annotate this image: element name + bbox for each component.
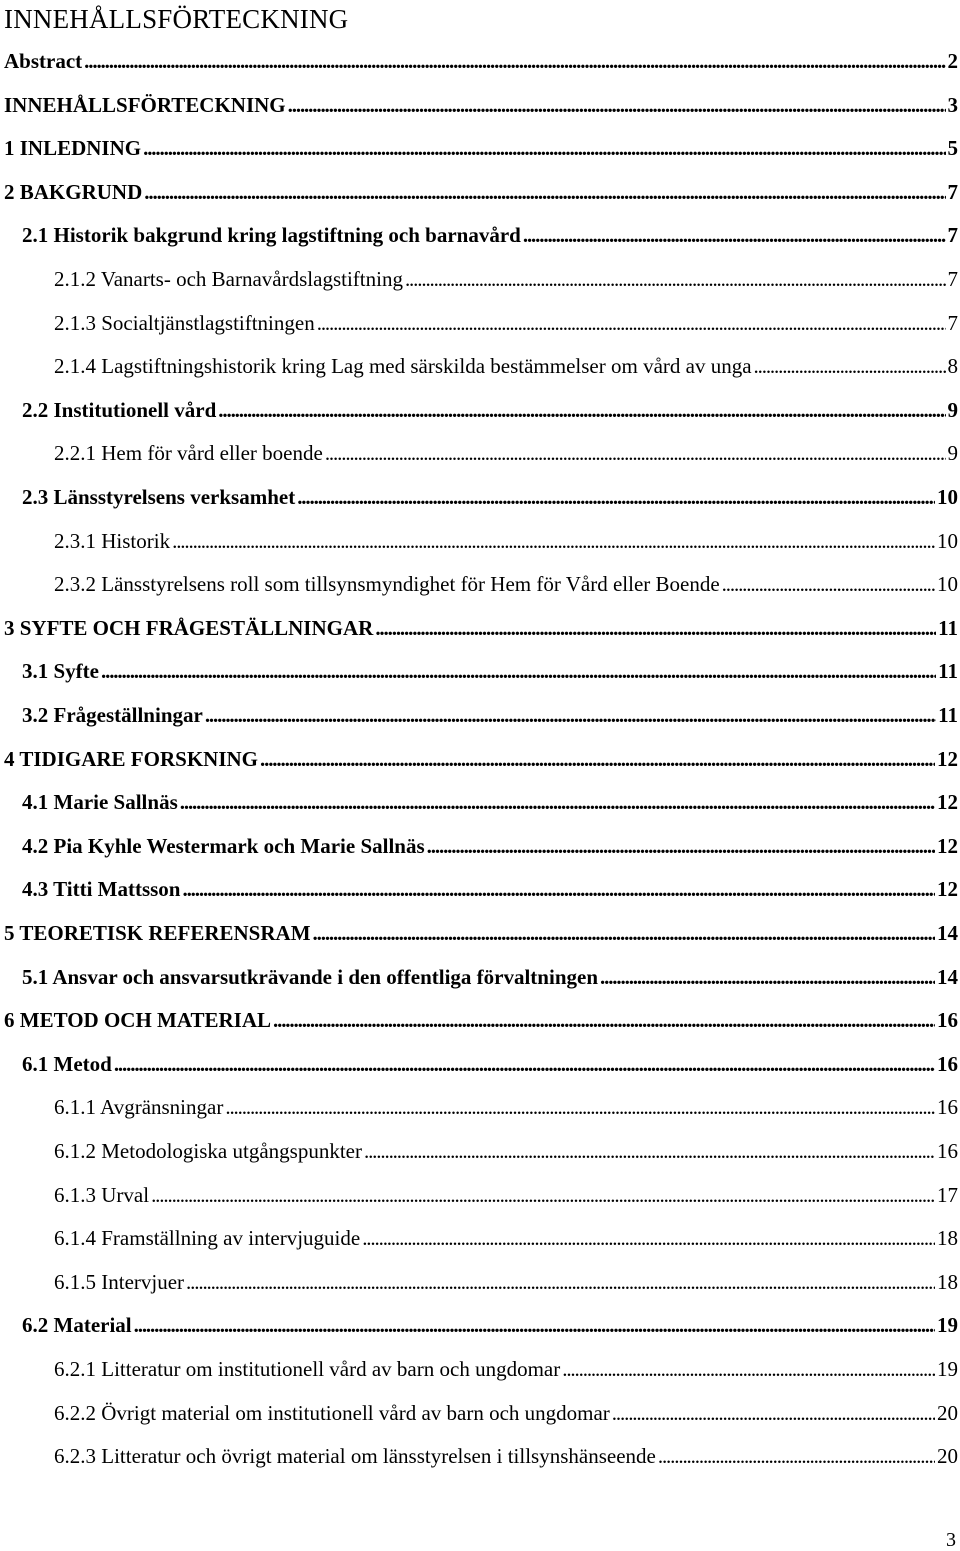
toc-entry-page: 19	[937, 1357, 958, 1381]
toc-entry-page: 20	[937, 1444, 958, 1469]
dot-leader	[225, 1094, 935, 1120]
toc-entry-label: 1 INLEDNING	[4, 136, 142, 161]
toc-entry[interactable]	[54, 1400, 958, 1426]
dot-leader	[288, 92, 946, 118]
toc-entry-page: 7	[947, 179, 958, 204]
dot-leader	[612, 1400, 935, 1426]
toc-entry[interactable]	[54, 1269, 958, 1295]
dot-leader	[273, 1007, 935, 1033]
toc-entry-label: 6.1.2 Metodologiska utgångspunkter	[54, 1139, 362, 1163]
toc-entry[interactable]	[54, 528, 958, 554]
toc-entry[interactable]	[22, 789, 958, 815]
dot-leader	[427, 833, 935, 859]
toc-entry-label: INNEHÅLLSFÖRTECKNING	[4, 92, 286, 117]
toc-entry-label: 2.3.1 Historik	[54, 528, 171, 553]
toc-entry-label: 6.2.1 Litteratur om institutionell vård av barn och ungdomar	[54, 1357, 561, 1381]
dot-leader	[754, 353, 946, 379]
toc-entry-page: 14	[937, 964, 958, 989]
toc-entry-page: 10	[937, 572, 958, 597]
toc-entry[interactable]	[4, 615, 958, 641]
toc-entry-page: 7	[947, 223, 958, 248]
toc-entry-page: 18	[937, 1226, 958, 1251]
dot-leader	[375, 615, 936, 641]
toc-entry[interactable]	[54, 1443, 958, 1469]
toc-entry-page: 11	[938, 659, 958, 684]
toc-entry[interactable]	[22, 964, 958, 990]
toc-entry[interactable]	[54, 1225, 958, 1251]
toc-entry[interactable]	[54, 1356, 958, 1382]
toc-entry[interactable]	[22, 658, 958, 684]
dot-leader	[362, 1225, 935, 1251]
dot-leader	[405, 266, 946, 292]
dot-leader	[114, 1051, 935, 1077]
dot-leader	[205, 702, 936, 728]
toc-entry-label: 2.3.2 Länsstyrelsens roll som tillsynsmyndighet för Hem för Vård eller Boende	[54, 572, 720, 597]
toc-entry[interactable]	[54, 1182, 958, 1208]
toc-entry-label: 6.1.5 Intervjuer	[54, 1269, 185, 1294]
toc-entry[interactable]	[4, 920, 958, 946]
toc-heading: INNEHÅLLSFÖRTECKNING	[4, 4, 349, 34]
toc-entry-page: 16	[937, 1139, 958, 1163]
toc-entry-label: 3.1 Syfte	[22, 659, 99, 684]
toc-entry-label: 4 TIDIGARE FORSKNING	[4, 746, 258, 771]
toc-entry[interactable]	[22, 397, 958, 423]
toc-entry[interactable]	[22, 702, 958, 728]
dot-leader	[134, 1312, 935, 1338]
toc-entry[interactable]	[22, 1051, 958, 1077]
toc-entry-label: 2.1 Historik bakgrund kring lagstiftning och barnavård	[22, 223, 521, 248]
dot-leader	[317, 310, 946, 336]
dot-leader	[151, 1182, 935, 1208]
toc-entry[interactable]	[22, 484, 958, 510]
toc-entry-label: 6 METOD OCH MATERIAL	[4, 1008, 271, 1033]
dot-leader	[180, 789, 935, 815]
dot-leader	[260, 746, 935, 772]
toc-entry[interactable]	[54, 310, 958, 336]
toc-entry-label: 6.2.2 Övrigt material om institutionell vård av barn och ungdomar	[54, 1400, 610, 1425]
toc-entry-page: 12	[937, 833, 958, 858]
toc-entry[interactable]	[4, 179, 958, 205]
dot-leader	[144, 179, 945, 205]
toc-entry-label: 4.2 Pia Kyhle Westermark och Marie Sallnäs	[22, 833, 425, 858]
toc-entry-label: 6.1.1 Avgränsningar	[54, 1095, 224, 1120]
toc-entry[interactable]	[22, 1312, 958, 1338]
dot-leader	[218, 397, 945, 423]
dot-leader	[101, 658, 936, 684]
toc-entry-label: 2.2 Institutionell vård	[22, 397, 217, 422]
dot-leader	[182, 876, 935, 902]
toc-entry-label: 4.1 Marie Sallnäs	[22, 790, 178, 815]
toc-entry-page: 12	[937, 877, 958, 902]
dot-leader	[84, 48, 945, 74]
toc-entry-page: 11	[938, 703, 958, 727]
toc-entry-label: 2.1.4 Lagstiftningshistorik kring Lag med särskilda bestämmelser om vård av unga	[54, 354, 752, 379]
toc-entry-page: 20	[937, 1400, 958, 1425]
toc-entry-label: 2.2.1 Hem för vård eller boende	[54, 441, 323, 466]
toc-entry-label: 2.1.2 Vanarts- och Barnavårdslagstiftning	[54, 267, 403, 291]
toc-entry-page: 10	[937, 485, 958, 509]
toc-entry-page: 3	[947, 92, 958, 117]
dot-leader	[658, 1443, 935, 1469]
dot-leader	[600, 964, 935, 990]
dot-leader	[313, 920, 935, 946]
toc-entry-page: 7	[947, 310, 958, 335]
toc-entry-label: 5.1 Ansvar och ansvarsutkrävande i den offentliga förvaltningen	[22, 964, 598, 989]
toc-entry-page: 16	[937, 1095, 958, 1120]
toc-entry-page: 18	[937, 1269, 958, 1294]
dot-leader	[172, 528, 935, 554]
toc-entry[interactable]	[54, 571, 958, 597]
toc-entry-label: 2 BAKGRUND	[4, 179, 143, 204]
toc-entry-label: 6.1.4 Framställning av intervjuguide	[54, 1226, 361, 1251]
toc-entry-page: 2	[947, 49, 958, 73]
toc-entry[interactable]	[22, 833, 958, 859]
toc-entry-page: 17	[937, 1182, 958, 1207]
page-number: 3	[946, 1529, 956, 1551]
toc-entry-label: 6.2 Material	[22, 1313, 132, 1338]
toc-entry-label: 3 SYFTE OCH FRÅGESTÄLLNINGAR	[4, 615, 374, 640]
toc-entry[interactable]	[54, 266, 958, 292]
toc-entry[interactable]	[54, 353, 958, 379]
toc-entry[interactable]	[22, 222, 958, 248]
dot-leader	[186, 1269, 935, 1295]
toc-entry[interactable]	[4, 92, 958, 118]
toc-entry-page: 10	[937, 528, 958, 553]
toc-entry-page: 12	[937, 790, 958, 815]
toc-entry[interactable]	[54, 1094, 958, 1120]
toc-entry-page: 14	[937, 921, 958, 945]
toc-entry-label: Abstract	[4, 49, 83, 73]
dot-leader	[143, 135, 945, 161]
dot-leader	[523, 222, 946, 248]
toc-entry[interactable]	[4, 135, 958, 161]
toc-entry-label: 6.1 Metod	[22, 1051, 112, 1076]
toc-entry-page: 5	[947, 136, 958, 161]
toc-entry[interactable]	[54, 440, 958, 466]
toc-entry[interactable]	[54, 1138, 958, 1164]
toc-entry[interactable]	[22, 876, 958, 902]
dot-leader	[297, 484, 935, 510]
toc-entry-page: 9	[947, 397, 958, 422]
toc-entry-page: 19	[937, 1313, 958, 1338]
dot-leader	[364, 1138, 935, 1164]
toc-entry-page: 9	[947, 441, 958, 466]
toc-entry[interactable]	[4, 746, 958, 772]
toc-entry-label: 6.2.3 Litteratur och övrigt material om länsstyrelsen i tillsynshänseende	[54, 1444, 656, 1469]
toc-entry-label: 4.3 Titti Mattsson	[22, 877, 181, 902]
dot-leader	[722, 571, 935, 597]
toc-entry-label: 5 TEORETISK REFERENSRAM	[4, 921, 311, 945]
toc-entry-label: 6.1.3 Urval	[54, 1182, 150, 1207]
toc-entry-page: 16	[937, 1008, 958, 1033]
dot-leader	[562, 1356, 935, 1382]
toc-entry-page: 16	[937, 1051, 958, 1076]
toc-entry-label: 2.1.3 Socialtjänstlagstiftningen	[54, 310, 315, 335]
toc-entry-label: 2.3 Länsstyrelsens verksamhet	[22, 485, 296, 509]
dot-leader	[325, 440, 946, 466]
toc-entry-page: 11	[938, 615, 958, 640]
toc-entry-label: 3.2 Frågeställningar	[22, 703, 203, 727]
toc-entry[interactable]	[4, 48, 958, 74]
toc-entry[interactable]	[4, 1007, 958, 1033]
toc-entry-page: 12	[937, 746, 958, 771]
toc-entry-page: 8	[947, 354, 958, 379]
toc-entry-page: 7	[947, 267, 958, 291]
